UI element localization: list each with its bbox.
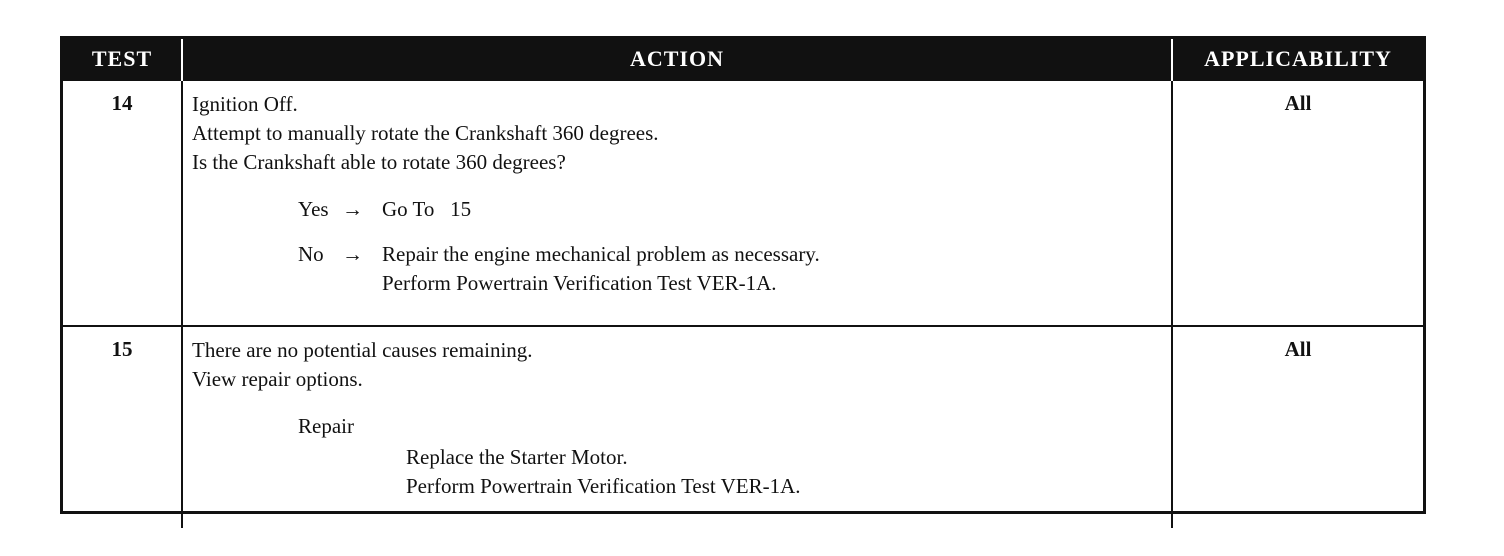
action-line: Is the Crankshaft able to rotate 360 degrees? — [192, 150, 566, 174]
diagnostic-test-table — [60, 36, 1426, 514]
applicability-value: All — [1172, 80, 1423, 326]
action-line: Ignition Off. — [192, 92, 298, 116]
branch-answer: Yes — [298, 197, 329, 221]
branch-result: Repair the engine mechanical problem as necessary. — [382, 242, 820, 266]
action-cell — [182, 80, 1172, 326]
branch-yes — [298, 195, 1161, 224]
branch-answer: No — [298, 242, 324, 266]
arrow-icon: → — [342, 242, 363, 266]
test-number: 14 — [63, 80, 182, 326]
test-number: 15 — [63, 326, 182, 528]
header-test: TEST — [63, 39, 182, 80]
repair-step: Perform Powertrain Verification Test VER-1A. — [406, 474, 801, 498]
arrow-icon: → — [342, 197, 363, 221]
repair-label: Repair — [298, 414, 354, 438]
action-line: There are no potential causes remaining. — [192, 338, 533, 362]
header-action: ACTION — [182, 39, 1172, 80]
repair-options — [298, 412, 1161, 501]
branch-no — [298, 240, 1161, 298]
action-line: Attempt to manually rotate the Crankshaft 360 degrees. — [192, 121, 659, 145]
branch-result: Go To 15 — [382, 197, 472, 221]
test-table — [63, 39, 1423, 528]
header-applicability: APPLICABILITY — [1172, 39, 1423, 80]
action-line: View repair options. — [192, 367, 363, 391]
branch-result: Perform Powertrain Verification Test VER-1A. — [382, 271, 777, 295]
header-row — [63, 39, 1423, 80]
table-row — [63, 80, 1423, 326]
repair-step: Replace the Starter Motor. — [406, 445, 628, 469]
repair-steps — [406, 443, 1161, 501]
action-cell — [182, 326, 1172, 528]
applicability-value: All — [1172, 326, 1423, 528]
branch-result-group — [382, 240, 1161, 298]
table-row — [63, 326, 1423, 528]
